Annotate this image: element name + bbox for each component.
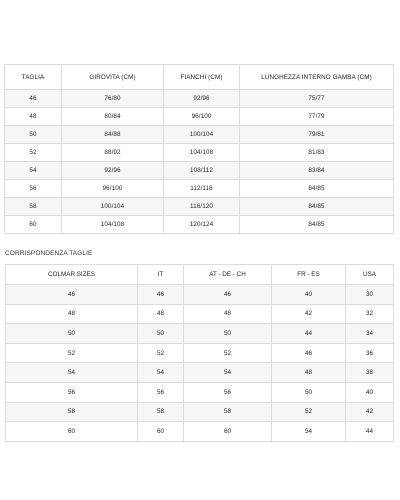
- table-cell: 112/116: [164, 180, 240, 198]
- table-cell: 50: [5, 126, 62, 144]
- table-header-row: [5, 65, 394, 90]
- table-cell: 60: [184, 422, 272, 442]
- table-cell: 46: [184, 285, 272, 305]
- column-header: USA: [346, 265, 394, 285]
- table-cell: 54: [6, 363, 138, 383]
- table-header-row: [6, 265, 394, 285]
- table-cell: 84/85: [240, 180, 394, 198]
- table-cell: 52: [6, 343, 138, 363]
- table-cell: 54: [184, 363, 272, 383]
- column-header: GIROVITA (CM): [62, 65, 164, 90]
- table-cell: 104/108: [62, 216, 164, 234]
- table-cell: 34: [346, 324, 394, 344]
- table-cell: 79/81: [240, 126, 394, 144]
- table-cell: 56: [184, 382, 272, 402]
- table-cell: 60: [6, 422, 138, 442]
- table-cell: 96/100: [164, 108, 240, 126]
- table-cell: 84/85: [240, 216, 394, 234]
- table-cell: 38: [346, 363, 394, 383]
- table-cell: 58: [6, 402, 138, 422]
- table-row: [6, 402, 394, 422]
- table-cell: 75/77: [240, 90, 394, 108]
- table-cell: 76/80: [62, 90, 164, 108]
- table-cell: 120/124: [164, 216, 240, 234]
- table-cell: 84/85: [240, 198, 394, 216]
- table-cell: 54: [138, 363, 184, 383]
- table-cell: 50: [272, 382, 346, 402]
- table-cell: 88/92: [62, 144, 164, 162]
- table-row: [6, 285, 394, 305]
- table-cell: 100/104: [62, 198, 164, 216]
- column-header: TAGLIA: [5, 65, 62, 90]
- table-row: [6, 363, 394, 383]
- table-cell: 42: [346, 402, 394, 422]
- table-row: [6, 304, 394, 324]
- table-cell: 84/88: [62, 126, 164, 144]
- table-cell: 46: [5, 90, 62, 108]
- table-cell: 116/120: [164, 198, 240, 216]
- table-cell: 58: [138, 402, 184, 422]
- table-cell: 32: [346, 304, 394, 324]
- table-cell: 42: [272, 304, 346, 324]
- table-cell: 56: [138, 382, 184, 402]
- table-row: [5, 198, 394, 216]
- table-cell: 52: [272, 402, 346, 422]
- table-cell: 83/84: [240, 162, 394, 180]
- table-cell: 104/108: [164, 144, 240, 162]
- table-row: [6, 324, 394, 344]
- table-cell: 81/83: [240, 144, 394, 162]
- table-cell: 60: [5, 216, 62, 234]
- table-cell: 80/84: [62, 108, 164, 126]
- table-cell: 46: [272, 343, 346, 363]
- table-row: [5, 108, 394, 126]
- column-header: FR - ES: [272, 265, 346, 285]
- table-cell: 100/104: [164, 126, 240, 144]
- table-row: [5, 90, 394, 108]
- column-header: IT: [138, 265, 184, 285]
- table-cell: 48: [184, 304, 272, 324]
- section-title: CORRISPONDENZA TAGLIE: [5, 250, 93, 257]
- table-cell: 48: [5, 108, 62, 126]
- table-cell: 56: [6, 382, 138, 402]
- table-cell: 54: [272, 422, 346, 442]
- table-cell: 58: [184, 402, 272, 422]
- table-row: [5, 162, 394, 180]
- table-row: [6, 343, 394, 363]
- column-header: COLMAR SIZES: [6, 265, 138, 285]
- table-cell: 40: [272, 285, 346, 305]
- table-cell: 77/79: [240, 108, 394, 126]
- table-cell: 50: [138, 324, 184, 344]
- table-row: [6, 422, 394, 442]
- column-header: AT - DE - CH: [184, 265, 272, 285]
- table-cell: 108/112: [164, 162, 240, 180]
- table-row: [5, 126, 394, 144]
- table-cell: 96/100: [62, 180, 164, 198]
- table-cell: 46: [6, 285, 138, 305]
- table-cell: 60: [138, 422, 184, 442]
- table-cell: 92/96: [164, 90, 240, 108]
- table-cell: 44: [272, 324, 346, 344]
- table-cell: 44: [346, 422, 394, 442]
- table-cell: 92/96: [62, 162, 164, 180]
- table-row: [5, 180, 394, 198]
- table-row: [5, 216, 394, 234]
- table-cell: 48: [272, 363, 346, 383]
- size-conversion-table: [5, 264, 394, 442]
- table-cell: 56: [5, 180, 62, 198]
- table-cell: 50: [184, 324, 272, 344]
- table-cell: 54: [5, 162, 62, 180]
- table-cell: 52: [5, 144, 62, 162]
- column-header: LUNGHEZZA INTERNO GAMBA (CM): [240, 65, 394, 90]
- table-cell: 58: [5, 198, 62, 216]
- table-cell: 52: [138, 343, 184, 363]
- table-cell: 52: [184, 343, 272, 363]
- table-row: [6, 382, 394, 402]
- table-cell: 50: [6, 324, 138, 344]
- column-header: FIANCHI (CM): [164, 65, 240, 90]
- table-cell: 46: [138, 285, 184, 305]
- size-table: [4, 64, 394, 234]
- table-cell: 30: [346, 285, 394, 305]
- table-cell: 48: [138, 304, 184, 324]
- table-row: [5, 144, 394, 162]
- table-cell: 40: [346, 382, 394, 402]
- table-cell: 36: [346, 343, 394, 363]
- table-cell: 48: [6, 304, 138, 324]
